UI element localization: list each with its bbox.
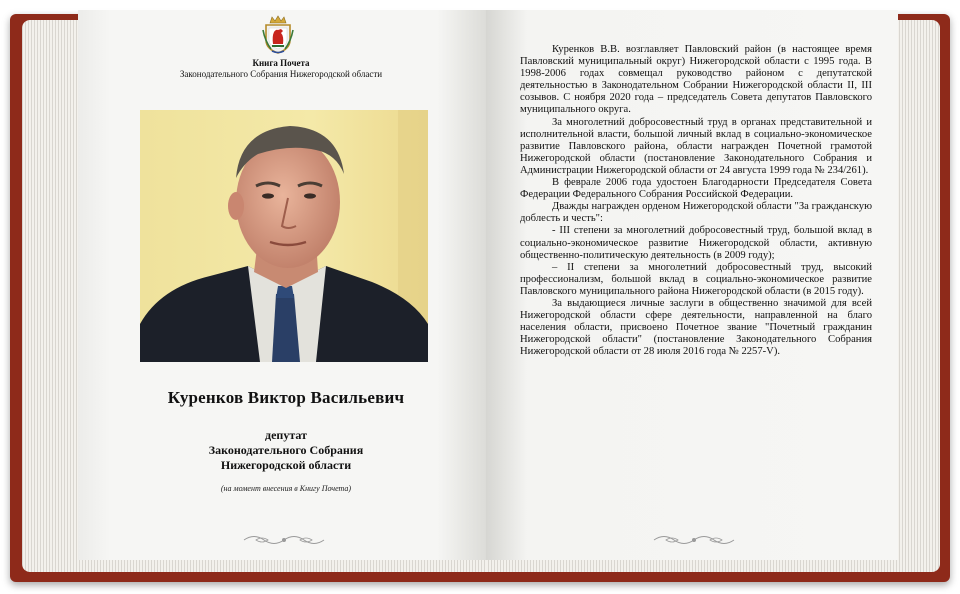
- bio-paragraph: В феврале 2006 года удостоен Благодарности Председателя Совета Федерации Федерального Собрания Российской Федерации.: [520, 177, 872, 201]
- entry-note: (на момент внесения в Книгу Почета): [220, 484, 352, 493]
- position-line: Законодательного Собрания: [208, 443, 364, 457]
- person-position: [140, 428, 432, 473]
- person-name: Куренков Виктор Васильевич: [167, 388, 405, 407]
- position-line: Нижегородской области: [220, 458, 352, 472]
- ornament-icon: [652, 532, 736, 548]
- book-subtitle: Законодательного Собрания Нижегородской области: [179, 69, 383, 79]
- biography-text: [520, 44, 872, 358]
- coat-of-arms-icon: [262, 14, 294, 54]
- ornament-icon: [242, 532, 326, 548]
- position-line: депутат: [265, 428, 307, 442]
- bio-paragraph: – II степени за многолетний добросовестный труд, высокий профессионализм, большой вклад в социально-экономическое развитие Павловского муниципального района Нижегородской области (в 2015 году).: [520, 261, 872, 297]
- bio-paragraph: Дважды награжден орденом Нижегородской области "За гражданскую доблесть и честь":: [520, 201, 872, 225]
- bio-paragraph: За многолетний добросовестный труд в органах представительной и исполнительной власти, большой личный вклад в социально-экономическое развитие Павловского района, области награжден Почетной грамотой Нижегородской области (постановление Законодательного Собрания и Администрации Нижегородской области от 24 августа 1999 года № 234/261).: [520, 116, 872, 176]
- bio-paragraph: Куренков В.В. возглавляет Павловский район (в настоящее время Павловский муниципальный округ) Нижегородской области с 1995 года. В 1998-2006 годах совмещал руководство районом с депутатской деятельностью в Законодательном Собрании Нижегородской области II, III созывов. С ноября 2020 года – председатель Совета депутатов Павловского муниципального округа.: [520, 44, 872, 116]
- bio-paragraph: За выдающиеся личные заслуги в общественно значимой для всей Нижегородской области сфере деятельности, направленной на благо населения области, присвоено Почетное звание "Почетный гражданин Нижегородской области" (постановление Законодательного Собрания Нижегородской области от 28 июля 2016 года № 2257-V).: [520, 297, 872, 358]
- book-title: Книга Почета: [252, 58, 310, 68]
- portrait-photo: [140, 110, 428, 362]
- bio-paragraph: - III степени за многолетний добросовестный труд, большой вклад в социально-экономическое развитие Нижегородской области, активную общественно-политическую деятельность (в 2009 году);: [520, 225, 872, 261]
